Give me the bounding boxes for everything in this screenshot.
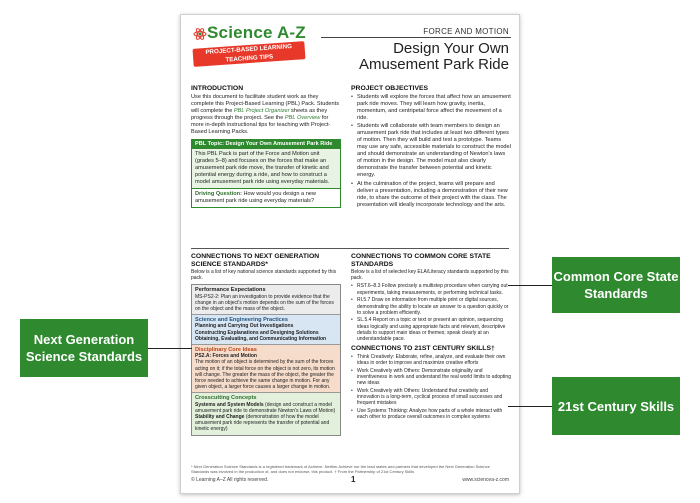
- pbl-overview-link[interactable]: PBL Overview: [284, 114, 321, 121]
- performance-expectations-block: [192, 285, 340, 315]
- cc-item-2: [195, 414, 337, 433]
- logo-banner: [193, 41, 306, 67]
- copyright: © Learning A–Z All rights reserved.: [191, 477, 269, 483]
- sep-item: Constructing Explanations and Designing Solutions: [195, 329, 319, 336]
- header-rule: [321, 37, 511, 38]
- pbl-topic-heading: PBL Topic: Design Your Own Amusement Park Ride: [192, 140, 340, 149]
- list-item: • At the culmination of the project, teams will prepare and deliver a presentation, including a demonstration of their new ride, to share the outcome of their project with the class. The presentation will ideally incorporate technology and the arts.: [351, 181, 511, 209]
- cc-sub-2: Stability and Change: [195, 414, 245, 421]
- list-item: • Work Creatively with Others: Demonstrate originality and inventiveness in work and understand the real world limits to adopting new ideas: [351, 368, 511, 387]
- intro-column: [191, 85, 341, 208]
- disciplinary-core-ideas-block: [192, 345, 340, 393]
- ngss-intro: Below is a list of key national science standards supported by this pack.: [191, 269, 337, 282]
- dci-subheading: PS2.A: Forces and Motion: [195, 353, 257, 360]
- ngss-standards-box: [191, 284, 341, 435]
- cc-body-2: (demonstration of how the model amusement park ride represents the transfer of potential and kinetic energy): [195, 414, 330, 433]
- list-item: • Work Creatively with Others: Understand that creativity and innovation is a long-term, cyclical process of small successes and frequent mistakes: [351, 388, 511, 407]
- footnote: * Next Generation Science Standards is a registered trademark of Achieve. Neither Achieve nor the lead states and partners that developed the Next Generation Science Standards was involved in the production of, and does not endorse, this product. † From the Partnership of 21st Century Skills: [191, 464, 490, 474]
- document-title: Design Your Own Amusement Park Ride: [358, 40, 509, 73]
- ngss-column: [191, 253, 341, 436]
- objectives-list: [351, 94, 511, 209]
- list-item: • RI.5.7 Draw on information from multiple print or digital sources, demonstrating the ability to locate an answer to a question quickly or to solve a problem efficiently.: [351, 297, 511, 316]
- ngss-heading: CONNECTIONS TO NEXT GENERATION SCIENCE STANDARDS*: [191, 253, 320, 268]
- ccss-column: [351, 253, 511, 422]
- skills-heading: CONNECTIONS TO 21ST CENTURY SKILLS†: [351, 345, 495, 353]
- pbl-topic-body: This PBL Pack is part of the Force and Motion unit (grades 5–8) and focuses on the forces that make an amusement park ride move, the transfer of kinetic and potential energy during a ride, and how to construct a model amusement park ride using everyday materials.: [192, 149, 340, 188]
- ngss-callout: Next Generation Science Standards: [20, 319, 148, 377]
- ccss-leader-line: [508, 285, 552, 286]
- unit-kicker: FORCE AND MOTION: [423, 27, 509, 36]
- performance-expectations-heading: Performance Expectations: [195, 287, 266, 294]
- objectives-column: [351, 85, 511, 210]
- driving-question-text: How would you design a new amusement park ride using everyday materials?: [195, 190, 316, 204]
- cc-sub-1: Systems and System Models: [195, 401, 264, 408]
- dci-heading: Disciplinary Core Ideas: [195, 347, 257, 354]
- driving-question-label: Driving Question:: [195, 190, 242, 197]
- objectives-heading: PROJECT OBJECTIVES: [351, 85, 429, 92]
- site-url: www.sciencea-z.com: [462, 477, 509, 483]
- page-number: 1: [351, 475, 356, 484]
- intro-heading: INTRODUCTION: [191, 85, 244, 92]
- logo-banner-line2: TEACHING TIPS: [225, 53, 274, 64]
- ccss-callout: Common Core State Standards: [552, 257, 680, 313]
- ngss-leader-line: [148, 348, 192, 349]
- cc-item-1: [195, 402, 337, 414]
- skills-callout: 21st Century Skills: [552, 377, 680, 435]
- cc-heading: Crosscutting Concepts: [195, 395, 257, 402]
- document-page: [180, 14, 520, 494]
- dci-body: The motion of an object is determined by the sum of the forces acting on it; if the total force on the object is not zero, its motion will change. The greater the mass of the object, the greater the force needed to achieve the same change in motion. For any given object, a larger force causes a larger change in motion.: [195, 359, 335, 391]
- cc-body-1: (design and construct a model amusement park ride to demonstrate Newton's Laws of Motion): [195, 401, 336, 414]
- sep-heading: Science and Engineering Practices: [195, 317, 288, 324]
- list-item: • Think Creatively: Elaborate, refine, analyze, and evaluate their own ideas in order to improve and maximize creative efforts: [351, 354, 511, 366]
- ccss-list: [351, 283, 511, 342]
- science-engineering-practices-block: [192, 315, 340, 345]
- crosscutting-concepts-block: [192, 393, 340, 434]
- skills-list: [351, 354, 511, 421]
- list-item: • SL.5.4 Report on a topic or text or present an opinion, sequencing ideas logically and using appropriate facts and relevant, descriptive details to support main ideas or themes; speak clearly at an understandable pace.: [351, 317, 511, 342]
- logo-title: Science A-Z: [207, 23, 306, 42]
- intro-text-b: sheets as they progress through the project. See the: [191, 107, 328, 121]
- section-divider: [191, 248, 509, 249]
- page-footer: [191, 477, 509, 483]
- intro-text-c: for more in-depth instructional tips for teaching with Project-Based Learning Packs.: [191, 114, 331, 135]
- pbl-topic-box: [191, 139, 341, 208]
- skills-leader-line: [508, 406, 552, 407]
- list-item: • Students will collaborate with team members to design an amusement park ride that includes at least two different types of motion. Then they will build and test a prototype. Teams may use any safe, accessible materials to construct the model and should demonstrate an understanding of Newton's laws of motion in the design. The model must also clearly demonstrate the transfer between potential and kinetic energy.: [351, 123, 511, 179]
- ccss-heading: CONNECTIONS TO COMMON CORE STATE STANDARDS: [351, 253, 491, 268]
- driving-question: [192, 188, 340, 207]
- list-item: • Students will explore the forces that affect how an amusement park ride moves. They will learn how gravity, inertia, momentum, and centripetal force affect the movement of a ride.: [351, 94, 511, 122]
- sep-item: Planning and Carrying Out Investigations: [195, 323, 294, 330]
- logo-banner-line1: PROJECT-BASED LEARNING: [205, 42, 293, 57]
- intro-text-a: Use this document to facilitate student work as they complete this Project-Based Learning (PBL) Pack. Students will complete the: [191, 93, 339, 114]
- sep-item: Obtaining, Evaluating, and Communicating Information: [195, 335, 327, 342]
- list-item: • RST.6–8.3 Follow precisely a multistep procedure when carrying out experiments, taking measurements, or performing technical tasks.: [351, 283, 511, 295]
- pbl-organizer-link[interactable]: PBL Project Organizer: [233, 107, 290, 114]
- science-az-logo: [191, 23, 309, 75]
- intro-paragraph: [191, 94, 341, 136]
- performance-expectations-body: MS-PS2-2: Plan an investigation to provide evidence that the change in an object's motion depends on the sum of the forces on the object and the mass of the object.: [195, 293, 334, 313]
- list-item: • Use Systems Thinking: Analyze how parts of a whole interact with each other to produce overall outcomes in complex systems: [351, 408, 511, 420]
- ccss-intro: Below is a list of selected key ELA/Literacy standards supported by this pack.: [351, 269, 509, 282]
